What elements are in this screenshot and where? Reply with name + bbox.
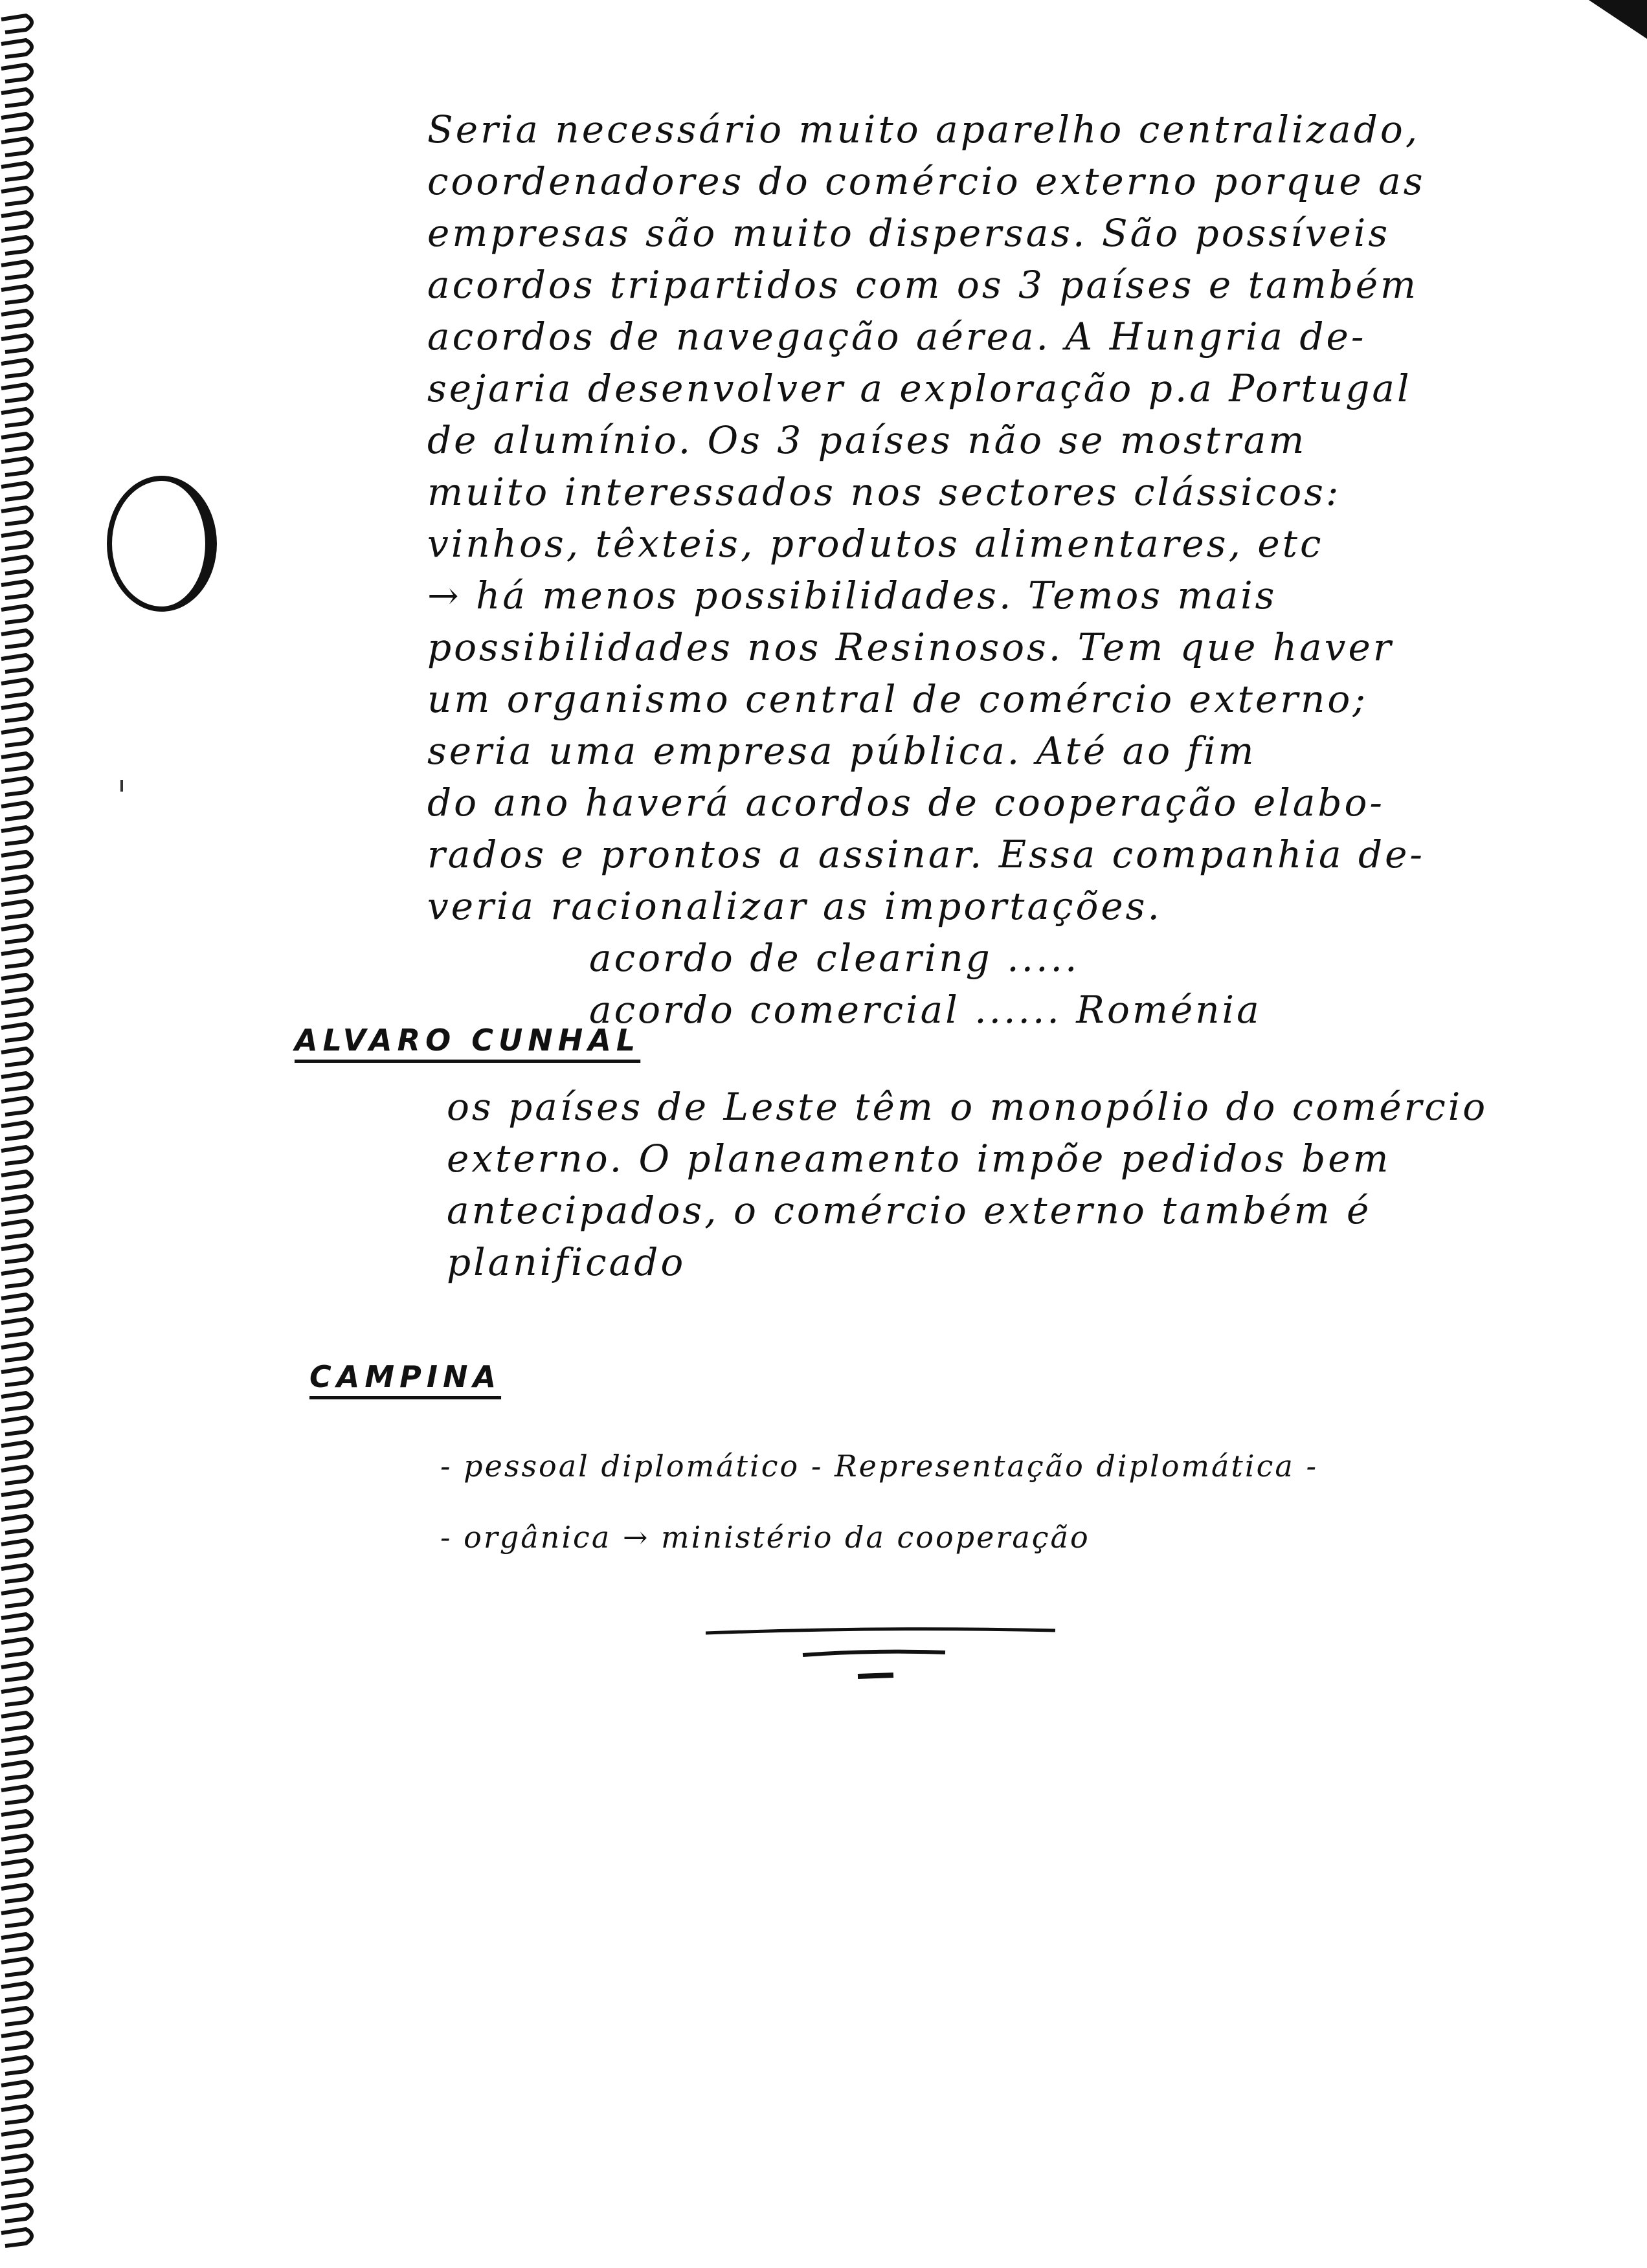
spiral-coil xyxy=(1,1344,32,1361)
spiral-coil xyxy=(1,1319,32,1336)
spiral-coil xyxy=(1,852,32,869)
list-item: - pessoal diplomático - Representação diplomática - xyxy=(440,1449,1318,1484)
note-line: acordos tripartidos com os 3 países e também xyxy=(427,263,1419,307)
note-line: rados e prontos a assinar. Essa companhia de- xyxy=(427,832,1426,876)
spiral-coil xyxy=(1,729,32,746)
spiral-coil xyxy=(1,1737,32,1754)
notes-paragraph xyxy=(427,104,1580,1036)
spiral-coil xyxy=(1,1442,32,1459)
spiral-coil xyxy=(1,630,32,647)
spiral-coil xyxy=(1,1959,32,1975)
spiral-coil xyxy=(1,1762,32,1779)
spiral-coil xyxy=(1,1663,32,1680)
spiral-coil xyxy=(1,1221,32,1238)
spiral-coil xyxy=(1,1073,32,1090)
spiral-coil xyxy=(1,1934,32,1951)
note-line: acordos de navegação aérea. A Hungria de- xyxy=(427,315,1367,359)
spiral-coil xyxy=(1,2131,32,2148)
spiral-coil xyxy=(1,507,32,524)
note-line: de alumínio. Os 3 países não se mostram xyxy=(427,418,1307,462)
note-line: sejaria desenvolver a exploração p.a Portugal xyxy=(427,366,1412,410)
spiral-coil xyxy=(1,2106,32,2123)
punch-hole xyxy=(107,476,217,612)
note-subline: acordo de clearing ..... xyxy=(589,936,1080,980)
note-line: muito interessados nos sectores clássicos: xyxy=(427,470,1341,514)
spiral-coil xyxy=(1,1590,32,1606)
note-line: seria uma empresa pública. Até ao fim xyxy=(427,729,1257,773)
note-line: antecipados, o comércio externo também é xyxy=(447,1188,1372,1232)
spiral-coil xyxy=(1,1811,32,1828)
folded-corner xyxy=(1576,0,1647,39)
note-line: Seria necessário muito aparelho centralizado, xyxy=(427,107,1420,151)
note-line: coordenadores do comércio externo porque as xyxy=(427,159,1426,203)
spiral-coil xyxy=(1,1983,32,2000)
spiral-coil xyxy=(1,1147,32,1164)
spiral-coil xyxy=(1,1836,32,1852)
spiral-coil xyxy=(1,901,32,918)
spiral-coil xyxy=(1,16,32,32)
spiral-coil xyxy=(1,1245,32,1262)
spiral-coil xyxy=(1,335,32,352)
spiral-coil xyxy=(1,1122,32,1139)
spiral-coil xyxy=(1,1024,32,1041)
note-line: do ano haverá acordos de cooperação elabo- xyxy=(427,781,1385,825)
spiral-coil xyxy=(1,409,32,426)
spiral-coil xyxy=(1,581,32,598)
spiral-coil xyxy=(1,212,32,229)
spiral-coil xyxy=(1,1467,32,1484)
spiral-coil xyxy=(1,89,32,106)
note-line: vinhos, têxteis, produtos alimentares, etc xyxy=(427,522,1324,566)
spiral-coil xyxy=(1,1688,32,1705)
spiral-coil xyxy=(1,2008,32,2025)
note-line: → há menos possibilidades. Temos mais xyxy=(427,573,1277,617)
spiral-coil xyxy=(1,1565,32,1582)
spiral-coil xyxy=(1,999,32,1016)
section-heading-alvaro: ALVARO CUNHAL xyxy=(295,1023,641,1058)
spiral-coil xyxy=(1,139,32,155)
spiral-coil xyxy=(1,1491,32,1508)
spiral-coil xyxy=(1,606,32,623)
spiral-coil xyxy=(1,2205,32,2221)
note-line: planificado xyxy=(447,1240,686,1284)
spiral-coil xyxy=(1,1540,32,1557)
end-of-notes-divider xyxy=(706,1621,1055,1686)
spiral-coil xyxy=(1,384,32,401)
spiral-coil xyxy=(1,483,32,500)
spiral-coil xyxy=(1,1295,32,1311)
spiral-coil xyxy=(1,655,32,672)
note-line: os países de Leste têm o monopólio do comércio xyxy=(447,1085,1488,1129)
spiral-coil xyxy=(1,950,32,967)
note-line: um organismo central de comércio externo; xyxy=(427,677,1368,721)
spiral-coil xyxy=(1,114,32,131)
spiral-coil xyxy=(1,1713,32,1729)
spiral-coil xyxy=(1,1885,32,1902)
spiral-coil xyxy=(1,1393,32,1410)
spiral-coil xyxy=(1,1368,32,1385)
spiral-coil xyxy=(1,1049,32,1065)
spiral-coil xyxy=(1,2032,32,2049)
campina-list xyxy=(440,1430,1541,1573)
spiral-coil xyxy=(1,40,32,57)
spiral-coil xyxy=(1,2057,32,2074)
spiral-coil xyxy=(1,532,32,549)
spiral-coil xyxy=(1,1614,32,1631)
spiral-coil xyxy=(1,65,32,82)
spiral-coil xyxy=(1,311,32,328)
spiral-coil xyxy=(1,237,32,254)
spiral-coil xyxy=(1,876,32,893)
spiral-coil xyxy=(1,1639,32,1656)
spiral-coil xyxy=(1,1516,32,1533)
spiral-coil xyxy=(1,2180,32,2197)
margin-mark xyxy=(120,780,123,792)
spiral-coil xyxy=(1,704,32,721)
spiral-coil xyxy=(1,2229,32,2246)
spiral-coil xyxy=(1,557,32,573)
note-line: empresas são muito dispersas. São possíveis xyxy=(427,211,1391,255)
spiral-coil xyxy=(1,2155,32,2172)
spiral-coil xyxy=(1,2082,32,2098)
spiral-coil xyxy=(1,827,32,844)
spiral-coil xyxy=(1,1172,32,1188)
section-heading-campina: CAMPINA xyxy=(309,1359,502,1394)
spiral-coil xyxy=(1,803,32,819)
spiral-coil xyxy=(1,753,32,770)
spiral-coil xyxy=(1,1860,32,1877)
alvaro-paragraph xyxy=(447,1081,1560,1288)
spiral-coil xyxy=(1,360,32,377)
note-subline: acordo comercial ...... Roménia xyxy=(589,988,1262,1032)
spiral-coil xyxy=(1,1270,32,1287)
spiral-coil xyxy=(1,1418,32,1434)
spiral-coil xyxy=(1,1786,32,1803)
spiral-coil xyxy=(1,1098,32,1115)
spiral-coil xyxy=(1,261,32,278)
spiral-coil xyxy=(1,286,32,303)
spiral-coil xyxy=(1,458,32,475)
list-item: - orgânica → ministério da cooperação xyxy=(440,1520,1090,1555)
spiral-coil xyxy=(1,680,32,696)
spiral-coil xyxy=(1,926,32,942)
spiral-coil xyxy=(1,188,32,205)
spiral-coil xyxy=(1,778,32,795)
note-line: externo. O planeamento impõe pedidos bem xyxy=(447,1137,1391,1181)
note-line: possibilidades nos Resinosos. Tem que haver xyxy=(427,625,1394,669)
spiral-coil xyxy=(1,163,32,180)
note-line: veria racionalizar as importações. xyxy=(427,884,1162,928)
spiral-coil xyxy=(1,434,32,450)
spiral-coil xyxy=(1,1909,32,1926)
spiral-coil xyxy=(1,1196,32,1213)
spiral-binding xyxy=(0,0,45,2268)
spiral-coil xyxy=(1,975,32,992)
